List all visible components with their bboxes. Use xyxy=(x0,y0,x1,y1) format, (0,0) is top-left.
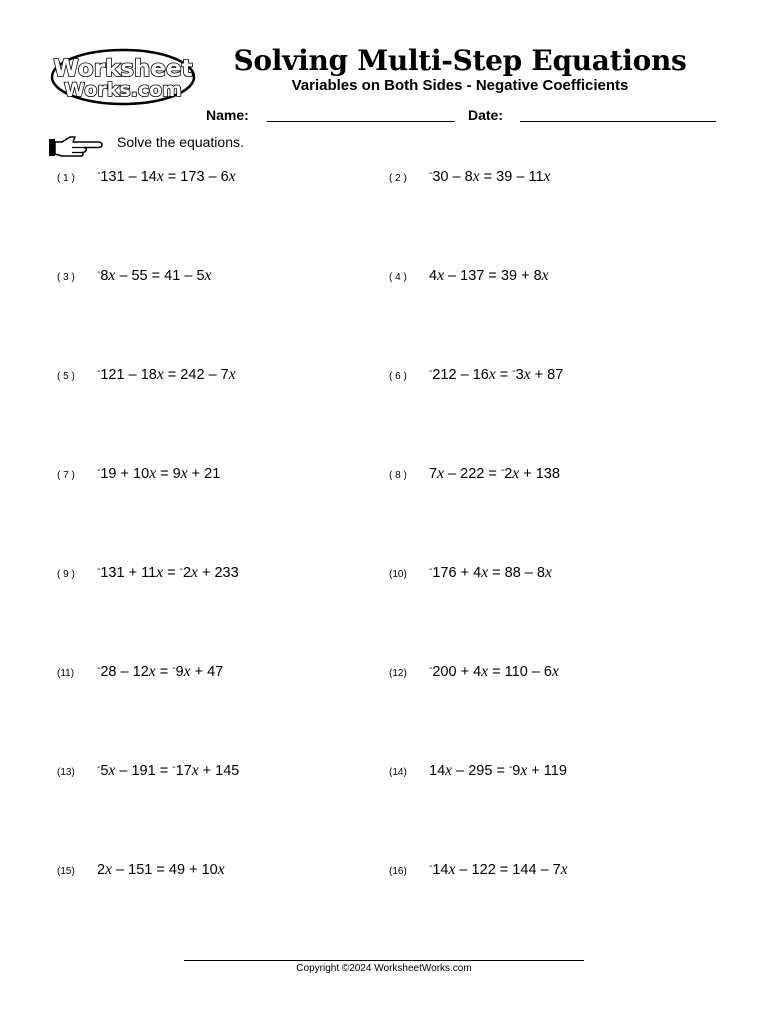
problem-number: (11) xyxy=(57,668,75,679)
problem-item xyxy=(57,267,211,287)
problem-equation: -28 – 12x = -9x + 47 xyxy=(97,663,224,680)
problem-equation: 4x – 137 = 39 + 8x xyxy=(429,267,549,284)
problem-equation: 2x – 151 = 49 + 10x xyxy=(97,861,225,878)
problem-item xyxy=(389,366,563,386)
problem-number: ( 8 ) xyxy=(389,470,407,481)
problem-item xyxy=(57,663,223,683)
name-field[interactable] xyxy=(267,121,455,122)
problem-equation: -131 + 11x = -2x + 233 xyxy=(97,564,239,581)
logo-graphic xyxy=(50,48,196,106)
problem-number: ( 2 ) xyxy=(389,173,407,184)
date-label: Date: xyxy=(468,107,504,123)
problem-number: ( 1 ) xyxy=(57,173,75,184)
problem-equation: -30 – 8x = 39 – 11x xyxy=(429,168,551,185)
problem-item xyxy=(389,465,560,485)
problem-equation: -131 – 14x = 173 – 6x xyxy=(97,168,236,185)
problem-number: (14) xyxy=(389,767,407,778)
problem-number: ( 9 ) xyxy=(57,569,75,580)
name-label: Name: xyxy=(206,107,249,123)
footer-divider xyxy=(184,960,584,961)
problem-equation: -200 + 4x = 110 – 6x xyxy=(429,663,559,680)
problem-equation: -8x – 55 = 41 – 5x xyxy=(97,267,212,284)
problem-number: (16) xyxy=(389,866,407,877)
problem-item xyxy=(389,762,567,782)
problem-item xyxy=(389,564,552,584)
problem-equation: -14x – 122 = 144 – 7x xyxy=(429,861,568,878)
date-field[interactable] xyxy=(520,121,716,122)
problem-item xyxy=(389,861,568,881)
problem-item xyxy=(57,762,239,782)
problem-equation: -121 – 18x = 242 – 7x xyxy=(97,366,236,383)
problem-item xyxy=(57,168,236,188)
problem-item xyxy=(57,861,225,881)
problem-item xyxy=(389,663,559,683)
problem-equation: 7x – 222 = -2x + 138 xyxy=(429,465,560,482)
problem-equation: 14x – 295 = -9x + 119 xyxy=(429,762,567,779)
problem-item xyxy=(57,564,239,584)
problem-item xyxy=(57,465,220,485)
worksheetworks-logo xyxy=(50,48,196,106)
problem-number: (15) xyxy=(57,866,75,877)
problem-equation: -19 + 10x = 9x + 21 xyxy=(97,465,221,482)
problem-number: ( 4 ) xyxy=(389,272,407,283)
problem-number: (13) xyxy=(57,767,75,778)
problem-equation: -176 + 4x = 88 – 8x xyxy=(429,564,552,581)
logo-line-2: Works.com xyxy=(64,79,182,101)
problem-number: (12) xyxy=(389,668,407,679)
page-title: Solving Multi-Step Equations xyxy=(233,44,687,77)
copyright-text: Copyright ©2024 WorksheetWorks.com xyxy=(296,963,472,974)
logo-line-1: Worksheet xyxy=(53,56,193,82)
pointing-hand-icon xyxy=(48,134,104,158)
problem-number: ( 5 ) xyxy=(57,371,75,382)
instruction-text: Solve the equations. xyxy=(117,134,244,150)
problem-item xyxy=(57,366,236,386)
problem-number: ( 7 ) xyxy=(57,470,75,481)
page-subtitle: Variables on Both Sides - Negative Coefficients xyxy=(291,77,629,94)
problem-number: ( 3 ) xyxy=(57,272,75,283)
problem-equation: -5x – 191 = -17x + 145 xyxy=(97,762,240,779)
problem-equation: -212 – 16x = -3x + 87 xyxy=(429,366,564,383)
problem-number: ( 6 ) xyxy=(389,371,407,382)
problem-number: (10) xyxy=(389,569,407,580)
problem-item xyxy=(389,267,549,287)
problem-item xyxy=(389,168,550,188)
